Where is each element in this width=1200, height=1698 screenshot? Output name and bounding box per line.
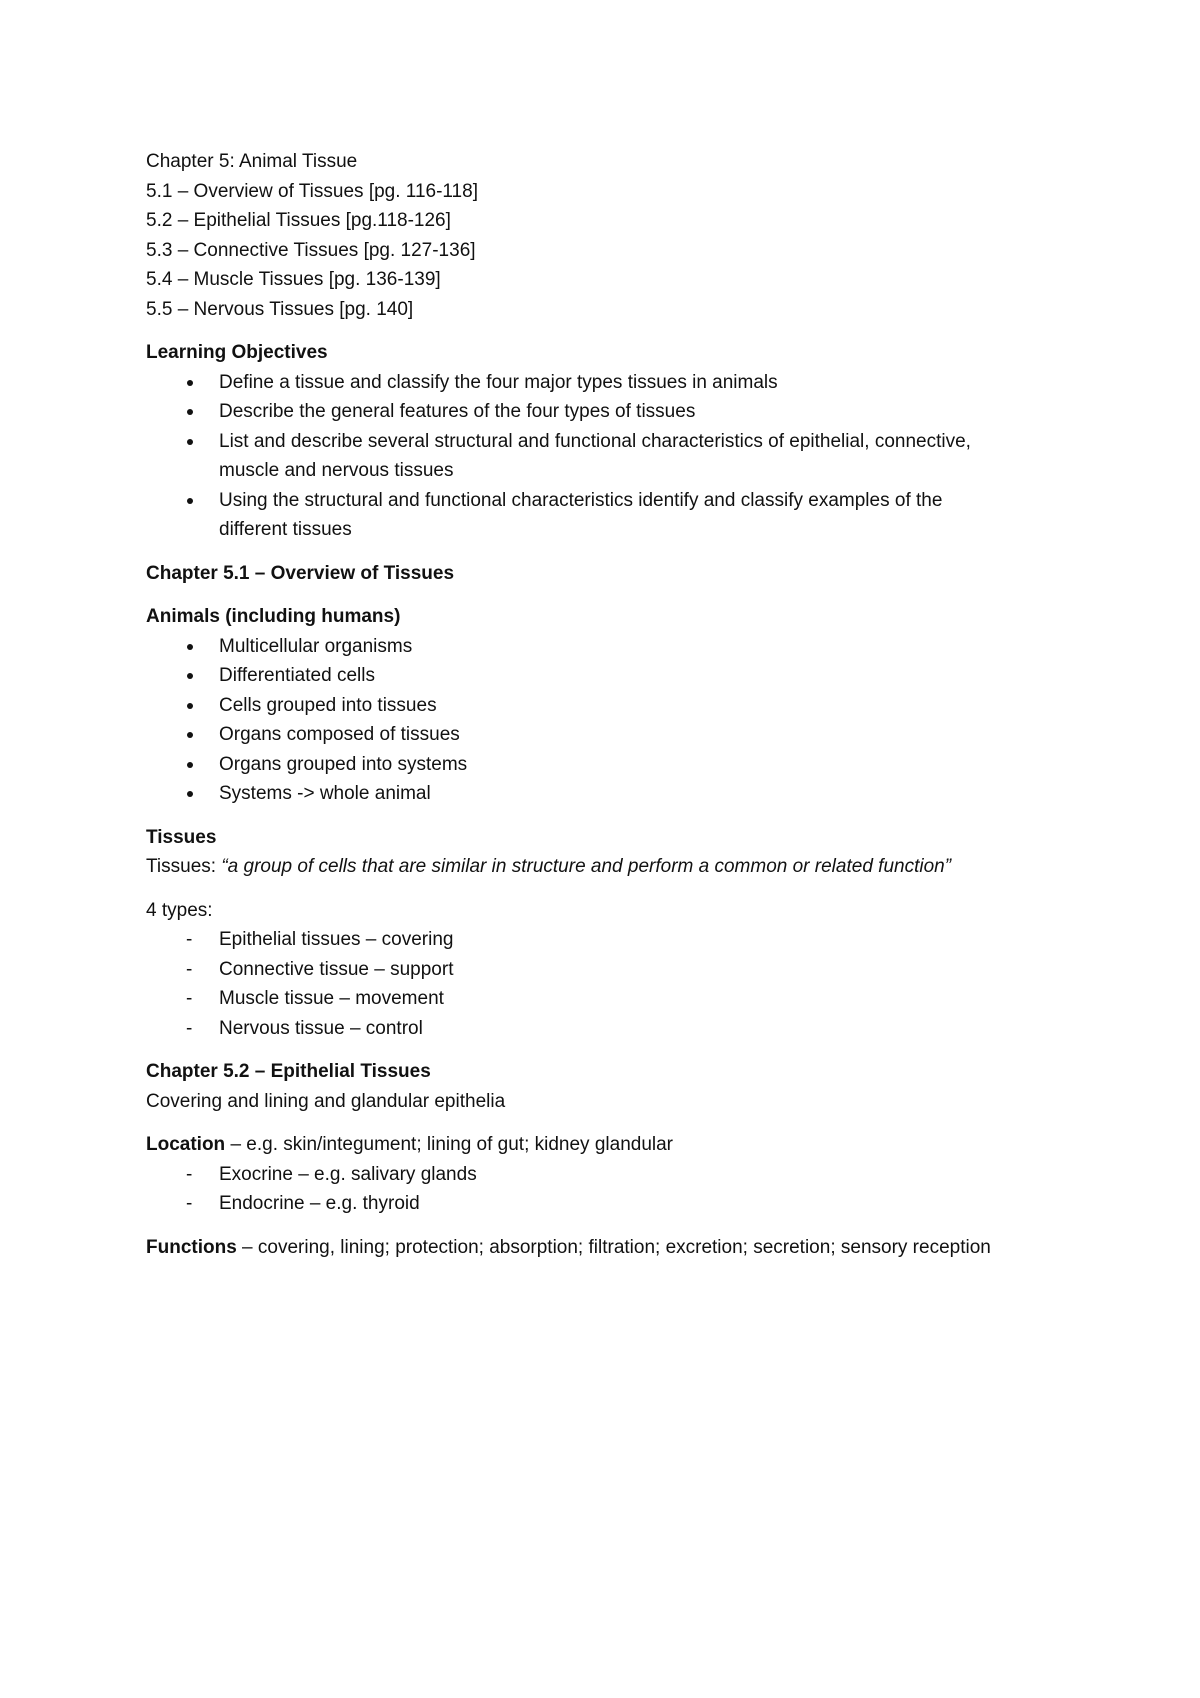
- list-item: - Nervous tissue – control: [146, 1014, 1076, 1044]
- list-item: - Muscle tissue – movement: [146, 984, 1076, 1014]
- list-item: Define a tissue and classify the four major types tissues in animals: [146, 368, 1076, 398]
- list-item: Differentiated cells: [146, 661, 1076, 691]
- bullet-icon: [187, 673, 193, 679]
- animals-list: [146, 632, 1076, 809]
- learning-objectives-heading: Learning Objectives: [146, 342, 328, 363]
- bullet-icon: [187, 409, 193, 415]
- list-item: Multicellular organisms: [146, 632, 1076, 662]
- list-item: Using the structural and functional characteristics identify and classify examples of the different tissues: [146, 486, 1076, 545]
- functions-line: Functions – covering, lining; protection; absorption; filtration; excretion; secretion; sensory reception: [146, 1236, 991, 1258]
- animals-heading: Animals (including humans): [146, 606, 401, 627]
- list-item: - Epithelial tissues – covering: [146, 925, 1076, 955]
- learning-objectives-list: [146, 368, 1076, 545]
- tissues-definition: Tissues: “a group of cells that are similar in structure and perform a common or related function”: [146, 856, 952, 877]
- bullet-icon: [187, 791, 193, 797]
- dash-marker-icon: -: [186, 988, 193, 1009]
- list-item: Describe the general features of the four types of tissues: [146, 397, 1076, 427]
- tissue-types-list: [146, 925, 1076, 1043]
- bullet-icon: [187, 439, 193, 445]
- toc-item: 5.1 – Overview of Tissues [pg. 116-118]: [146, 180, 478, 202]
- section-5-2-heading: Chapter 5.2 – Epithelial Tissues: [146, 1061, 431, 1082]
- bullet-icon: [187, 732, 193, 738]
- dash-marker-icon: -: [186, 1163, 193, 1185]
- document-body: [146, 147, 1076, 1262]
- list-item: Organs composed of tissues: [146, 720, 1076, 750]
- bullet-icon: [187, 644, 193, 650]
- list-item: Cells grouped into tissues: [146, 691, 1076, 721]
- toc-item: 5.2 – Epithelial Tissues [pg.118-126]: [146, 210, 451, 231]
- bullet-icon: [187, 380, 193, 386]
- toc-item: 5.4 – Muscle Tissues [pg. 136-139]: [146, 269, 441, 290]
- list-item: List and describe several structural and functional characteristics of epithelial, connective, muscle and nervous tissues: [146, 427, 1076, 486]
- tissues-heading: Tissues: [146, 826, 217, 848]
- list-item: Organs grouped into systems: [146, 750, 1076, 780]
- bullet-icon: [187, 498, 193, 504]
- section-5-2-subtitle: Covering and lining and glandular epithelia: [146, 1090, 506, 1112]
- dash-marker-icon: -: [186, 929, 193, 950]
- types-label: 4 types:: [146, 899, 213, 921]
- bullet-icon: [187, 762, 193, 768]
- gland-types-list: [146, 1160, 1076, 1219]
- toc-item: 5.5 – Nervous Tissues [pg. 140]: [146, 298, 414, 320]
- section-5-1-heading: Chapter 5.1 – Overview of Tissues: [146, 562, 455, 584]
- list-item: - Connective tissue – support: [146, 955, 1076, 985]
- dash-marker-icon: -: [186, 1017, 193, 1039]
- list-item: - Exocrine – e.g. salivary glands: [146, 1160, 1076, 1190]
- bullet-icon: [187, 703, 193, 709]
- list-item: - Endocrine – e.g. thyroid: [146, 1189, 1076, 1219]
- location-line: Location – e.g. skin/integument; lining of gut; kidney glandular: [146, 1134, 674, 1155]
- list-item: Systems -> whole animal: [146, 779, 1076, 809]
- toc-item: 5.3 – Connective Tissues [pg. 127-136]: [146, 239, 476, 261]
- dash-marker-icon: -: [186, 958, 193, 980]
- chapter-title: Chapter 5: Animal Tissue: [146, 151, 358, 172]
- dash-marker-icon: -: [186, 1193, 193, 1214]
